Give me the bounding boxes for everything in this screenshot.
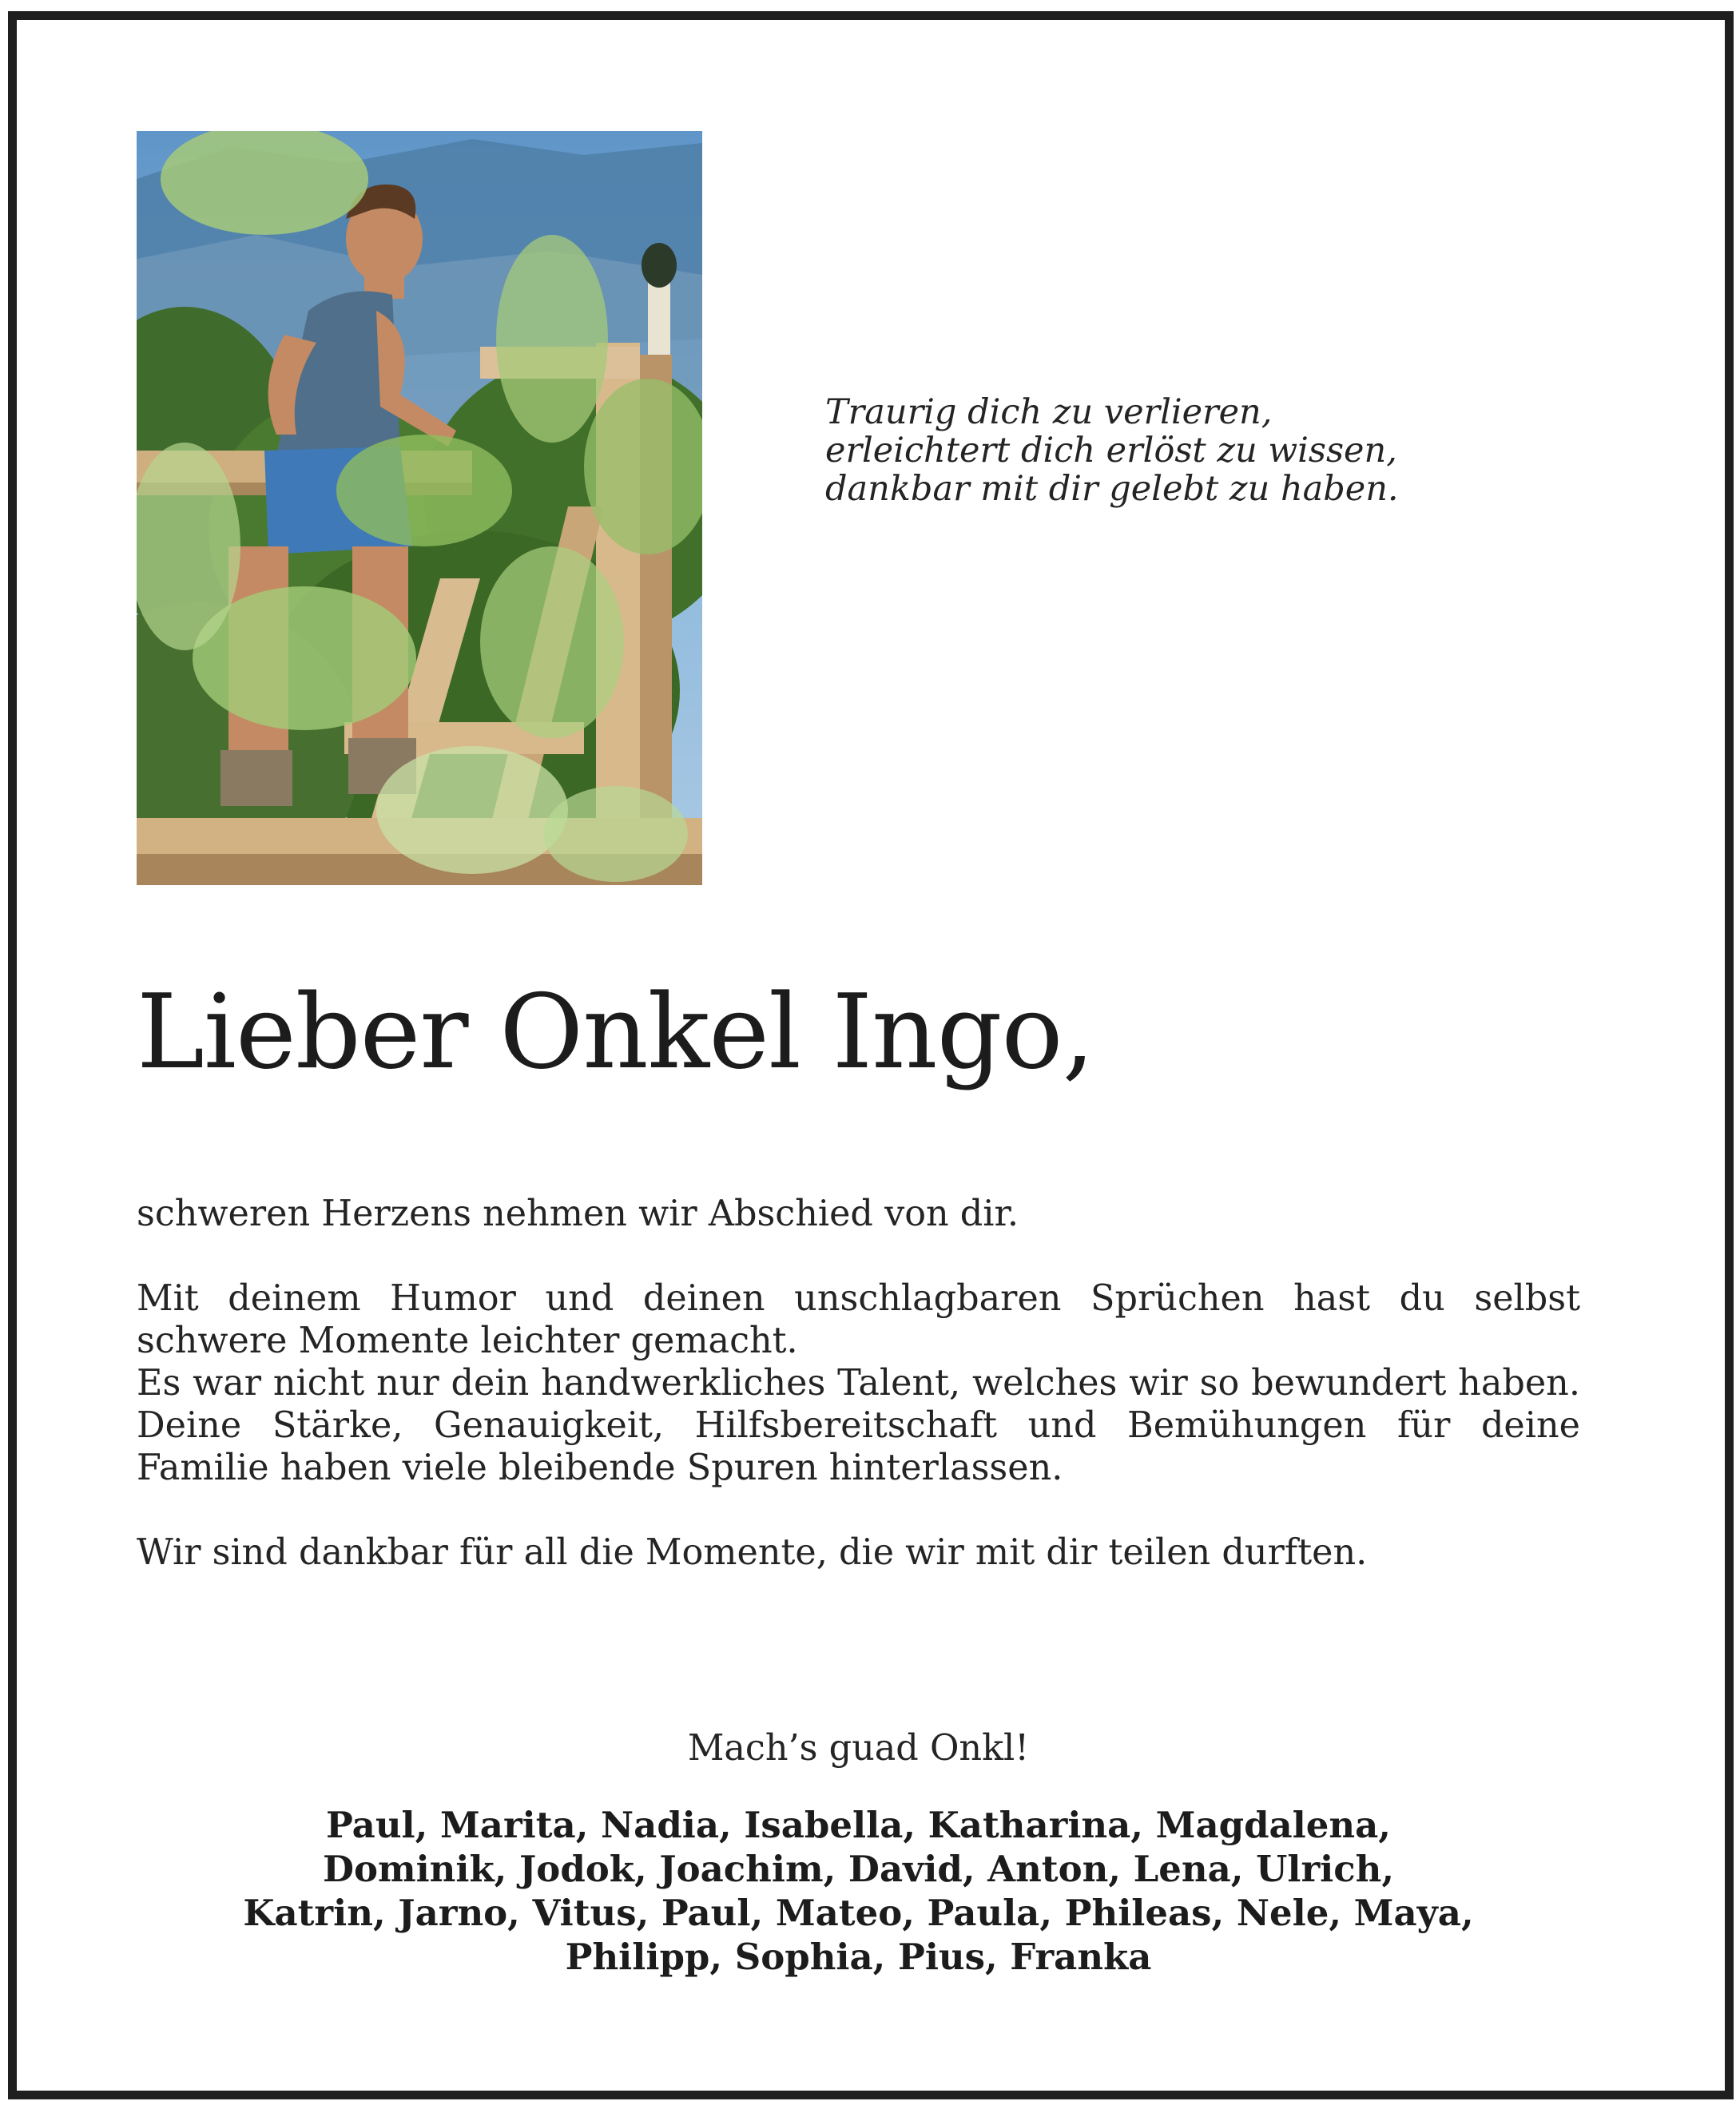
farewell-line: Mach’s guad Onkl! (687, 1728, 1030, 1769)
poem-line: dankbar mit dir gelebt zu haben. (825, 469, 1399, 509)
paragraph-line: Deine Stärke, Genauigkeit, Hilfsbereitschaft und Bemühungen für deine (137, 1405, 1580, 1446)
names-line: Philipp, Sophia, Pius, Franka (565, 1936, 1152, 1978)
poem-line: Traurig dich zu verlieren, (825, 392, 1273, 432)
paragraph-line: Es war nicht nur dein handwerkliches Talent, welches wir so bewundert haben. (137, 1363, 1580, 1404)
paragraph-line: Familie haben viele bleibende Spuren hinterlassen. (137, 1448, 1063, 1488)
names-line: Paul, Marita, Nadia, Isabella, Katharina, Magdalena, (326, 1804, 1391, 1846)
memorial-poem (825, 393, 1544, 508)
poem-line: erleichtert dich erlöst zu wissen, (825, 431, 1397, 471)
mourners-names (137, 1803, 1580, 1979)
portrait-photo (137, 131, 702, 885)
closing-line: Wir sind dankbar für all die Momente, die wir mit dir teilen durften. (137, 1532, 1368, 1573)
salutation-heading: Lieber Onkel Ingo, (137, 973, 1094, 1092)
memorial-text (137, 1193, 1580, 1574)
paragraph-line: schwere Momente leichter gemacht. (137, 1321, 798, 1361)
opening-line: schweren Herzens nehmen wir Abschied von dir. (137, 1193, 1019, 1234)
paragraph-line: Mit deinem Humor und deinen unschlagbaren Sprüchen hast du selbst (137, 1278, 1580, 1319)
names-line: Dominik, Jodok, Joachim, David, Anton, Lena, Ulrich, (322, 1848, 1395, 1890)
names-line: Katrin, Jarno, Vitus, Paul, Mateo, Paula, Phileas, Nele, Maya, (243, 1892, 1474, 1934)
